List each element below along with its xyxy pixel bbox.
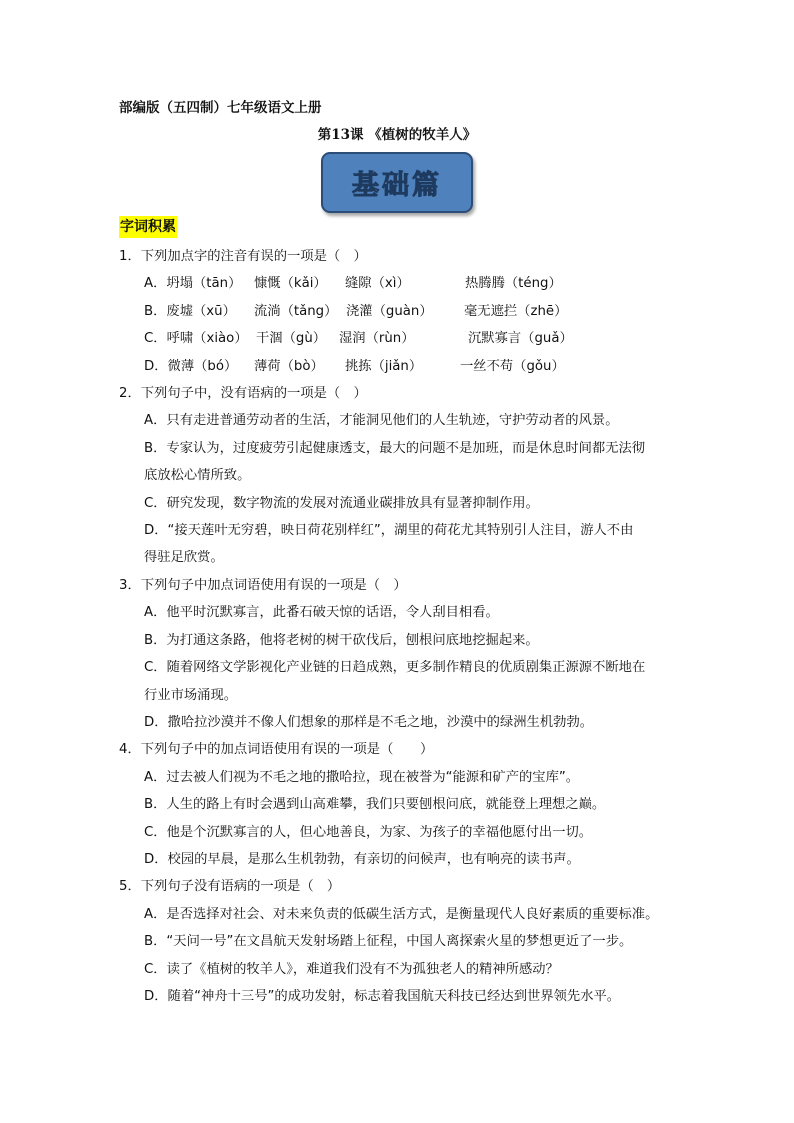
- option-item: 毫无遮拦（zhē）: [464, 303, 568, 319]
- option-b-continued: 底放松心情所致。: [144, 468, 251, 484]
- option-a: A．过去被人们视为不毛之地的撒哈拉，现在被誉为“能源和矿产的宝库”。: [144, 769, 580, 785]
- option-c: C．随着网络文学影视化产业链的日趋成熟，更多制作精良的优质剧集正源源不断地在: [144, 660, 646, 676]
- option-c: C．他是个沉默寡言的人，但心地善良，为家、为孩子的幸福他愿付出一切。: [144, 824, 593, 840]
- option-item: 干涸（gù）: [256, 331, 327, 347]
- option-d: D．校园的早晨，是那么生机勃勃，有亲切的问候声，也有响亮的读书声。: [144, 851, 580, 867]
- section-heading: 字词积累: [119, 216, 177, 238]
- option-row-a: [119, 270, 679, 297]
- option-item: C．呼啸（xiào）: [144, 331, 248, 347]
- option-d-continued: 得驻足欣赏。: [144, 550, 224, 566]
- option-item: 缝隙（xì）: [345, 276, 410, 292]
- question-5: [119, 873, 679, 1010]
- option-item: 挑拣（jiǎn）: [345, 358, 423, 374]
- option-c: C．读了《植树的牧羊人》，难道我们没有不为孤独老人的精神所感动？: [144, 961, 559, 977]
- question-stem: 5．下列句子没有语病的一项是（ ）: [119, 879, 341, 895]
- option-item: B．废墟（xū）: [144, 303, 236, 319]
- lesson-title: 第13课 《植树的牧羊人》: [317, 127, 477, 143]
- option-row-c: [119, 325, 679, 352]
- option-item: 流淌（tǎng）: [254, 303, 338, 319]
- option-d: D．“接天莲叶无穷碧，映日荷花别样红”，湖里的荷花尤其特别引人注目，游人不由: [144, 523, 634, 539]
- question-stem: 4．下列句子中的加点词语使用有误的一项是（ ）: [119, 742, 434, 758]
- option-b: B．专家认为，过度疲劳引起健康透支，最大的问题不是加班，而是休息时间都无法彻: [144, 440, 646, 456]
- question-stem: 2．下列句子中，没有语病的一项是（ ）: [119, 386, 367, 402]
- option-item: 沉默寡言（guǎ）: [468, 331, 573, 347]
- option-d: D．撒哈拉沙漠并不像人们想象的那样是不毛之地，沙漠中的绿洲生机勃勃。: [144, 714, 594, 730]
- question-stem: 3．下列句子中加点词语使用有误的一项是（ ）: [119, 577, 407, 593]
- question-list: [119, 243, 679, 1010]
- question-4: [119, 736, 679, 873]
- question-2: [119, 380, 679, 572]
- option-item: 薄荷（bò）: [254, 358, 324, 374]
- book-title: 部编版（五四制）七年级语文上册: [119, 100, 322, 116]
- option-a: A．是否选择对社会、对未来负责的低碳生活方式，是衡量现代人良好素质的重要标准。: [144, 906, 659, 922]
- option-b: B．为打通这条路，他将老树的树干砍伐后，刨根问底地挖掘起来。: [144, 632, 539, 648]
- level-badge-label: 基础篇: [352, 170, 442, 201]
- level-badge: [321, 152, 473, 213]
- option-c: C．研究发现，数字物流的发展对流通业碳排放具有显著抑制作用。: [144, 495, 539, 511]
- option-item: D．微薄（bó）: [144, 358, 238, 374]
- question-stem: 1．下列加点字的注音有误的一项是（ ）: [119, 249, 367, 264]
- option-item: 热腾腾（téng）: [465, 276, 562, 292]
- option-item: 湿润（rùn）: [339, 331, 415, 347]
- option-row-d: [119, 353, 679, 380]
- option-c-continued: 行业市场涌现。: [144, 687, 238, 703]
- option-item: 一丝不苟（gǒu）: [460, 358, 565, 374]
- question-3: [119, 572, 679, 736]
- option-b: B．人生的路上有时会遇到山高难攀，我们只要刨根问底，就能登上理想之巅。: [144, 797, 606, 813]
- option-row-b: [119, 298, 679, 325]
- option-item: 浇灌（guàn）: [346, 303, 433, 319]
- option-a: A．只有走进普通劳动者的生活，才能洞见他们的人生轨迹，守护劳动者的风景。: [144, 413, 619, 429]
- question-1: [119, 243, 679, 380]
- option-a: A．他平时沉默寡言，此番石破天惊的话语，令人刮目相看。: [144, 605, 499, 621]
- option-b: B．“天问一号”在文昌航天发射场踏上征程，中国人离探索火星的梦想更近了一步。: [144, 934, 633, 950]
- option-d: D．随着“神舟十三号”的成功发射，标志着我国航天科技已经达到世界领先水平。: [144, 988, 621, 1004]
- option-item: 慷慨（kǎi）: [254, 276, 327, 292]
- option-item: A．坍塌（tān）: [144, 276, 242, 292]
